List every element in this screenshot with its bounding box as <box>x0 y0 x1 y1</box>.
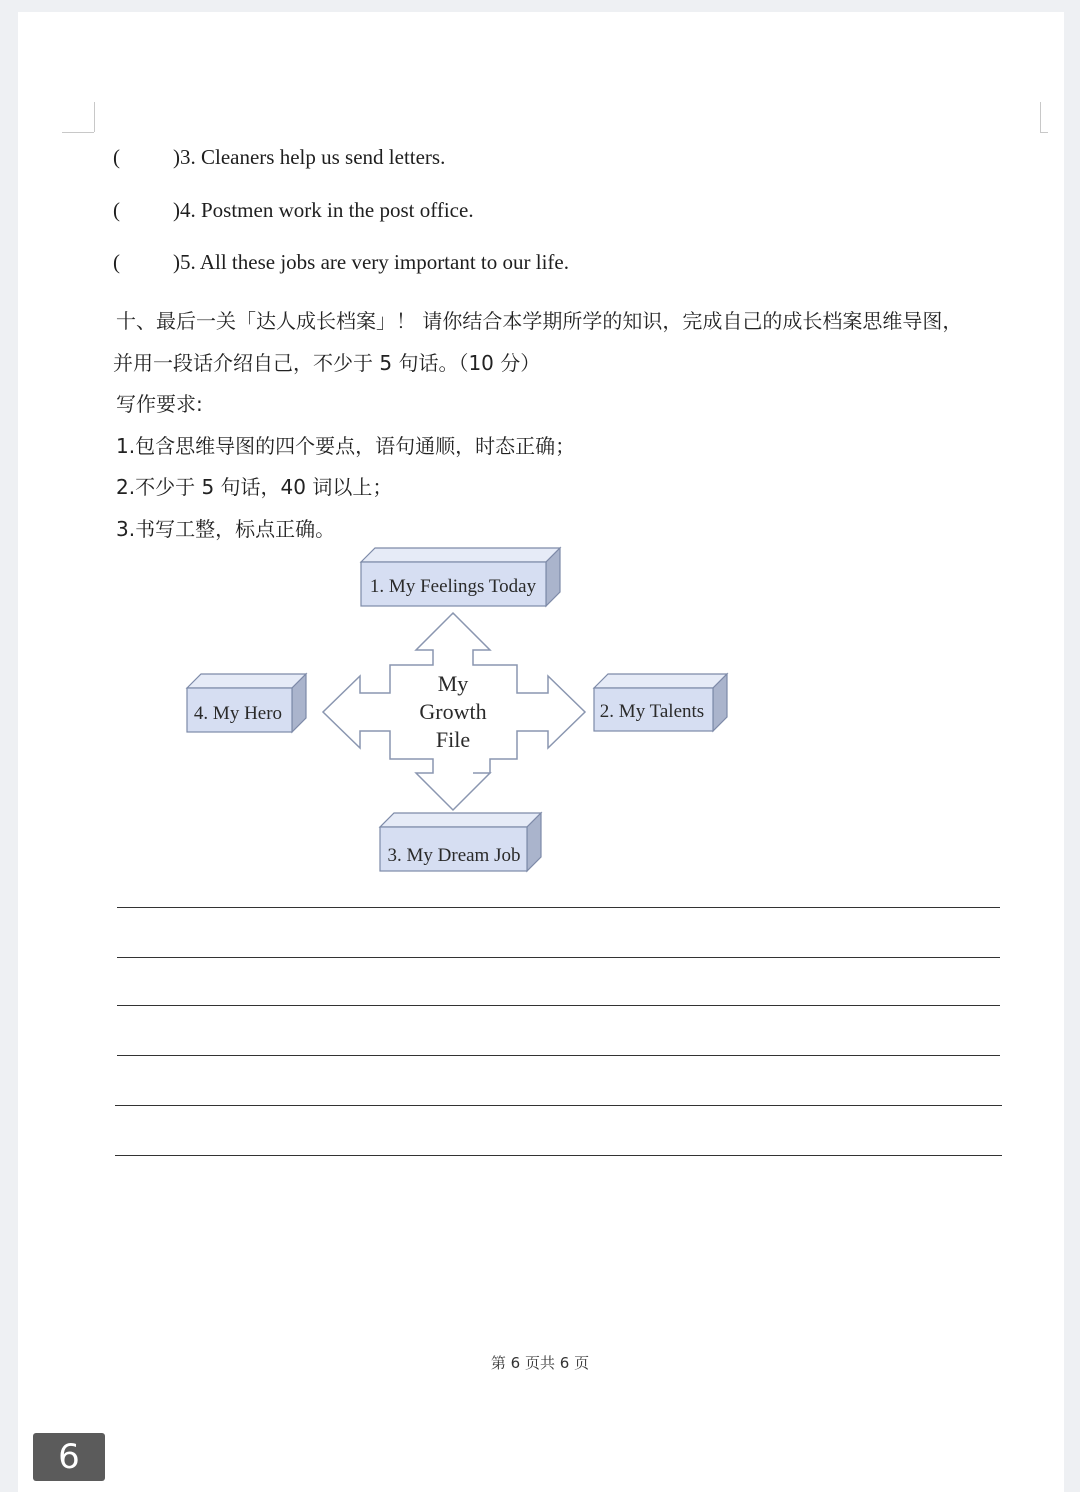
mindmap-label-left: 4. My Hero <box>193 703 283 724</box>
answer-bracket: ( <box>113 250 120 274</box>
question-text: )5. All these jobs are very important to our life. <box>173 250 569 274</box>
question-text: )3. Cleaners help us send letters. <box>173 145 446 169</box>
mindmap-label-right: 2. My Talents <box>599 701 705 722</box>
answer-bracket: ( <box>113 198 120 222</box>
mindmap-box-bottom <box>380 813 541 871</box>
center-label: Growth <box>419 699 487 724</box>
writing-line[interactable] <box>117 957 1000 958</box>
answer-bracket: ( <box>113 145 120 169</box>
mindmap-box-top <box>361 548 560 606</box>
mindmap-box-left <box>187 674 306 732</box>
requirements-title: 写作要求: <box>116 392 203 416</box>
section-instruction: 十、最后一关「达人成长档案」！ 请你结合本学期所学的知识，完成自己的成长档案思维导图， <box>116 309 963 333</box>
writing-line[interactable] <box>117 1055 1000 1056</box>
page-footer: 第 6 页共 6 页 <box>490 1354 590 1372</box>
section-instruction-cont: 并用一段话介绍自己，不少于 5 句话。（10 分） <box>113 351 541 375</box>
requirement-item: 1.包含思维导图的四个要点，语句通顺，时态正确； <box>116 434 576 458</box>
writing-line[interactable] <box>117 907 1000 908</box>
question-text: )4. Postmen work in the post office. <box>173 198 474 222</box>
mindmap-label-top: 1. My Feelings Today <box>369 576 537 597</box>
requirement-item: 3.书写工整，标点正确。 <box>116 517 336 541</box>
writing-line[interactable] <box>115 1155 1002 1156</box>
mindmap-box-right <box>594 674 727 731</box>
requirement-item: 2.不少于 5 句话，40 词以上； <box>116 475 393 499</box>
writing-line[interactable] <box>115 1105 1002 1106</box>
center-label: File <box>435 727 471 752</box>
writing-line[interactable] <box>117 1005 1000 1006</box>
mindmap-label-bottom: 3. My Dream Job <box>387 845 521 866</box>
center-label: My <box>437 671 469 696</box>
page-number-badge[interactable]: 6 <box>33 1433 105 1481</box>
